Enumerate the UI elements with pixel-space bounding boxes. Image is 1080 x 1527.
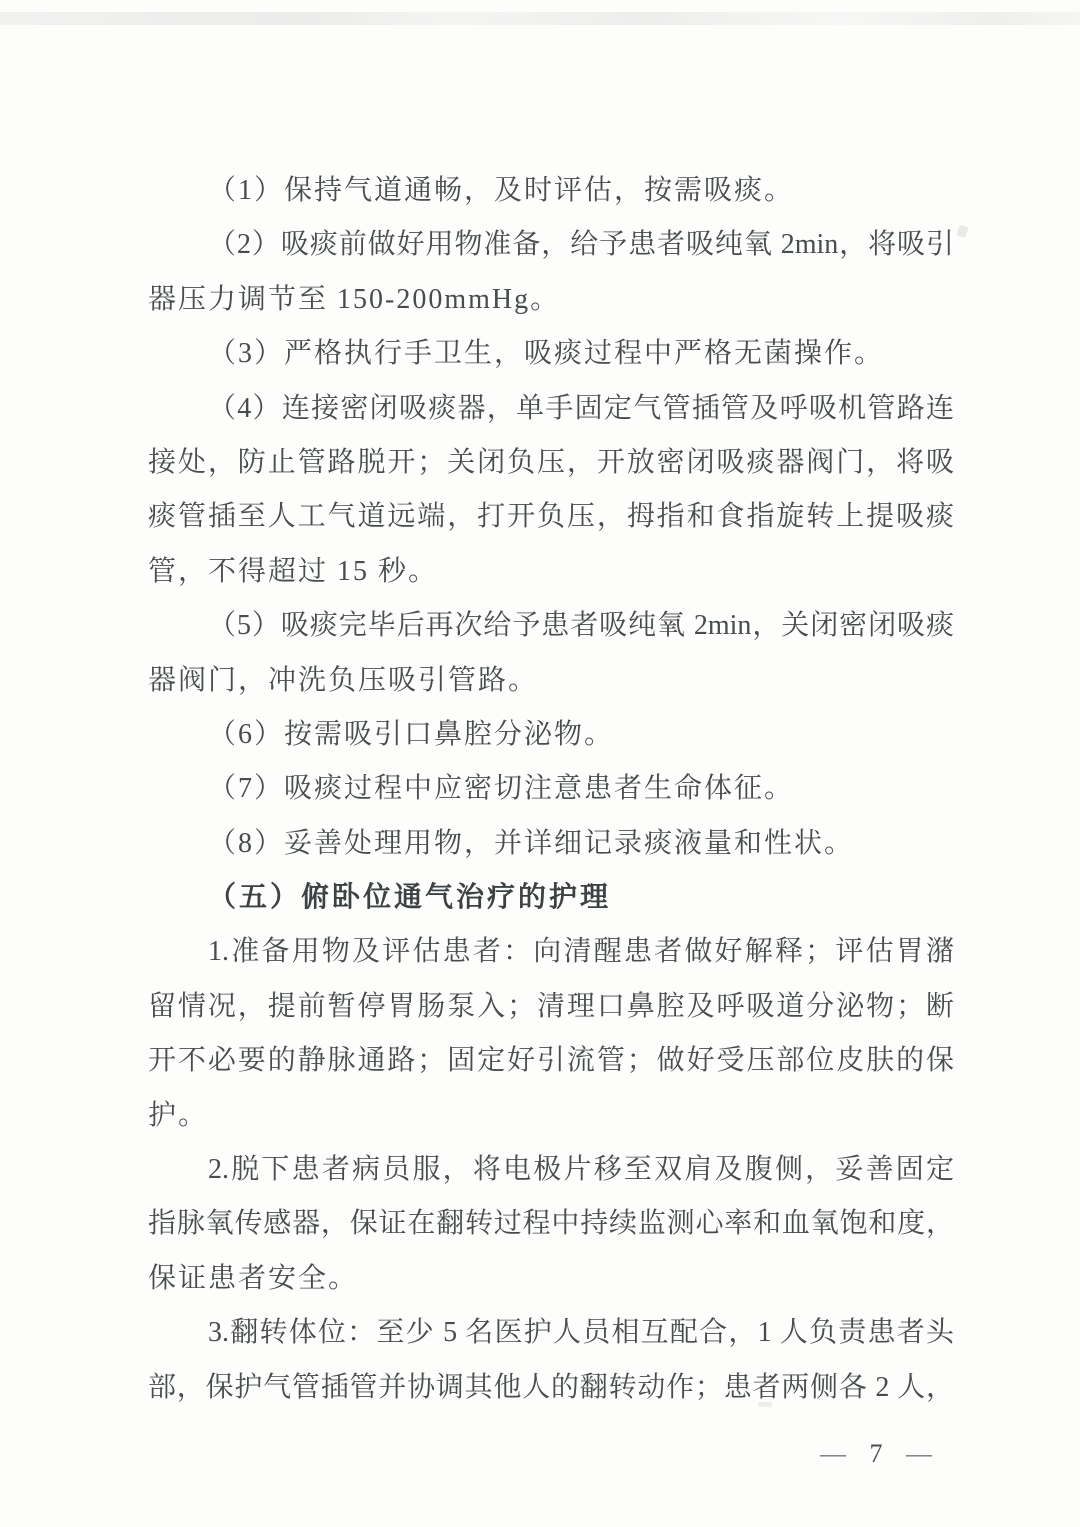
paragraph [148, 164, 954, 218]
text-line: （8）妥善处理用物，并详细记录痰液量和性状。 [208, 827, 855, 859]
heading-line: （五）俯卧位通气治疗的护理 [208, 882, 612, 914]
text-line: 3.翻转体位：至少 5 名医护人员相互配合，1 人负责患者头 [208, 1317, 954, 1349]
page-footer [820, 1434, 932, 1474]
footer-dash-left: — [820, 1439, 846, 1468]
text-line: 指脉氧传感器，保证在翻转过程中持续监测心率和血氧饱和度， [148, 1208, 954, 1240]
paragraph [148, 925, 954, 1143]
scan-artifact-band [0, 12, 1080, 25]
text-line: 部，保护气管插管并协调其他人的翻转动作；患者两侧各 2 人， [148, 1371, 954, 1403]
section-heading [148, 871, 954, 925]
text-line: 护。 [148, 1099, 209, 1131]
text-line: 2.脱下患者病员服，将电极片移至双肩及腹侧，妥善固定 [208, 1154, 954, 1186]
text-line: 管，不得超过 15 秒。 [148, 555, 439, 587]
paragraph [148, 817, 954, 871]
text-line: 开不必要的静脉通路；固定好引流管；做好受压部位皮肤的保 [148, 1045, 954, 1077]
text-line: 器阀门，冲洗负压吸引管路。 [148, 664, 539, 696]
text-line: 痰管插至人工气道远端，打开负压，拇指和食指旋转上提吸痰 [148, 501, 954, 533]
text-line: （1）保持气道通畅，及时评估，按需吸痰。 [208, 175, 795, 206]
text-line: 器压力调节至 150-200mmHg。 [148, 283, 561, 315]
text-line: 1.准备用物及评估患者：向清醒患者做好解释；评估胃潴 [208, 936, 954, 968]
paragraph [148, 1143, 954, 1306]
text-line: （4）连接密闭吸痰器，单手固定气管插管及呼吸机管路连 [208, 392, 954, 424]
paragraph [148, 762, 954, 816]
document-body [148, 164, 954, 1415]
paragraph [148, 599, 954, 708]
paragraph [148, 382, 954, 600]
footer-dash-right: — [906, 1439, 932, 1468]
text-line: （6）按需吸引口鼻腔分泌物。 [208, 718, 615, 750]
text-line: 留情况，提前暂停胃肠泵入；清理口鼻腔及呼吸道分泌物；断 [148, 990, 954, 1022]
paragraph [148, 218, 954, 327]
text-line: （5）吸痰完毕后再次给予患者吸纯氧 2min，关闭密闭吸痰 [208, 610, 954, 642]
text-line: 接处，防止管路脱开；关闭负压，开放密闭吸痰器阀门，将吸 [148, 446, 954, 478]
paragraph [148, 1306, 954, 1415]
paragraph [148, 708, 954, 762]
page-number: 7 [869, 1439, 883, 1468]
scan-artifact-speck [957, 225, 969, 238]
text-line: （7）吸痰过程中应密切注意患者生命体征。 [208, 773, 795, 805]
text-line: （2）吸痰前做好用物准备，给予患者吸纯氧 2min，将吸引 [208, 229, 954, 261]
text-line: 保证患者安全。 [148, 1262, 359, 1294]
text-line: （3）严格执行手卫生，吸痰过程中严格无菌操作。 [208, 338, 885, 370]
paragraph [148, 327, 954, 381]
